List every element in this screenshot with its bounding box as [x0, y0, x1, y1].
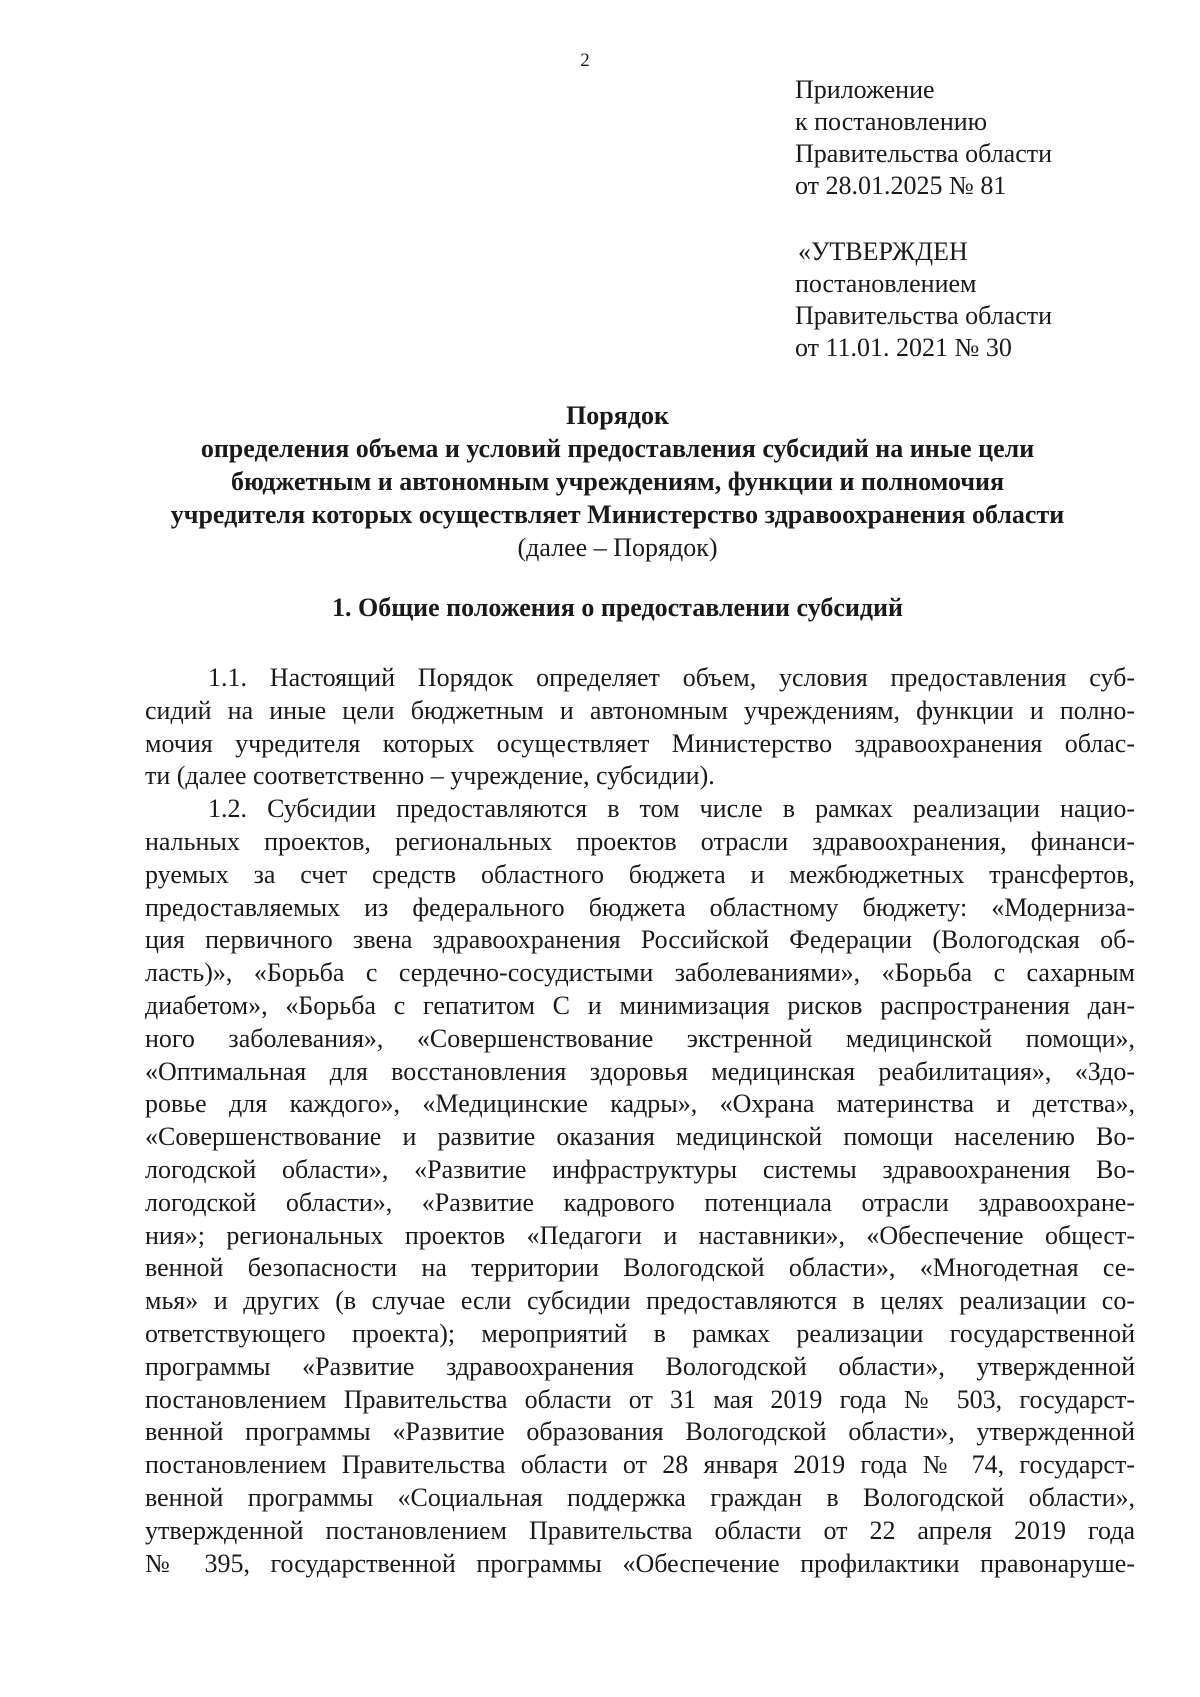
paragraph-1-line: мочия учредителя которых осуществляет Министерство здравоохранения облас-	[145, 728, 1135, 758]
paragraph-1-line: 1.1. Настоящий Порядок определяет объем, условия предоставления суб-	[208, 663, 1135, 692]
paragraph-2-line: ласть)», «Борьба с сердечно-сосудистыми заболеваниями», «Борьба с сахарным	[145, 958, 1135, 988]
title-note: (далее – Порядок)	[517, 533, 718, 562]
body-text	[145, 662, 1135, 1580]
title-subtitle-line: определения объема и условий предоставления субсидий на иные цели	[200, 434, 1035, 463]
paragraph-2-line: утвержденной постановлением Правительства области от 22 апреля 2019 года	[145, 1515, 1135, 1545]
approved-line: от 11.01. 2021 № 30	[795, 333, 1012, 362]
paragraph-2-line: мья» и других (в случае если субсидии предоставляются в целях реализации со-	[145, 1286, 1135, 1316]
paragraph-2-line: постановлением Правительства области от 28 января 2019 года № 74, государст-	[145, 1450, 1135, 1480]
paragraph-2-line: логодской области», «Развитие кадрового потенциала отрасли здравоохране-	[145, 1187, 1135, 1217]
approved-line: Правительства области	[795, 301, 1053, 330]
paragraph-2-line: ного заболевания», «Совершенствование экстренной медицинской помощи»,	[145, 1023, 1135, 1053]
title-subtitle-line: бюджетным и автономным учреждениям, функции и полномочия	[230, 467, 1005, 496]
paragraph-2-line: программы «Развитие здравоохранения Вологодской области», утвержденной	[145, 1351, 1135, 1381]
appendix-line: к постановлению	[795, 107, 988, 136]
paragraph-2-line: логодской области», «Развитие инфраструктуры системы здравоохранения Во-	[145, 1154, 1135, 1184]
appendix-block	[795, 74, 1052, 202]
paragraph-2-line: «Оптимальная для восстановления здоровья медицинская реабилитация», «Здо-	[145, 1056, 1135, 1086]
paragraph-2-line: «Совершенствование и развитие оказания медицинской помощи населению Во-	[145, 1122, 1135, 1152]
appendix-line: от 28.01.2025 № 81	[795, 171, 1007, 200]
appendix-line: Приложение	[795, 75, 935, 104]
document-title	[120, 399, 1115, 564]
paragraph-2-line: ция первичного звена здравоохранения Российской Федерации (Вологодская об-	[145, 925, 1135, 955]
appendix-line: Правительства области	[795, 139, 1053, 168]
paragraph-1-line: ти (далее соответственно – учреждение, субсидии).	[145, 761, 715, 791]
approved-block	[795, 236, 1052, 364]
paragraph-2-line: венной безопасности на территории Вологодской области», «Многодетная се-	[145, 1253, 1135, 1283]
section-heading: 1. Общие положения о предоставлении субсидий	[331, 593, 904, 622]
paragraph-2-line: № 395, государственной программы «Обеспечение профилактики правонаруше-	[145, 1548, 1135, 1578]
approved-line: постановлением	[795, 269, 977, 298]
paragraph-2-line: ровье для каждого», «Медицинские кадры», «Охрана материнства и детства»,	[145, 1089, 1135, 1119]
paragraph-2-line: венной программы «Социальная поддержка граждан в Вологодской области»,	[145, 1482, 1135, 1512]
paragraph-2-line: венной программы «Развитие образования Вологодской области», утвержденной	[145, 1417, 1135, 1447]
paragraph-2-line: ответствующего проекта); мероприятий в рамках реализации государственной	[145, 1318, 1135, 1348]
approved-line: «УТВЕРЖДЕН	[798, 237, 968, 266]
paragraph-1-line: сидий на иные цели бюджетным и автономным учреждениям, функции и полно-	[145, 695, 1135, 725]
paragraph-2-line: диабетом», «Борьба с гепатитом С и минимизация рисков распространения дан-	[145, 990, 1135, 1020]
paragraph-2-line: постановлением Правительства области от 31 мая 2019 года № 503, государст-	[145, 1384, 1135, 1414]
paragraph-2-line: предоставляемых из федерального бюджета областному бюджету: «Модерниза-	[145, 892, 1135, 922]
paragraph-2-line: руемых за счет средств областного бюджета и межбюджетных трансфертов,	[145, 859, 1135, 889]
title-subtitle-line: учредителя которых осуществляет Министерство здравоохранения области	[170, 500, 1065, 529]
page-number: 2	[580, 50, 590, 71]
paragraph-2-line: 1.2. Субсидии предоставляются в том числе в рамках реализации нацио-	[208, 794, 1135, 824]
paragraph-2-line: нальных проектов, региональных проектов отрасли здравоохранения, финанси-	[145, 826, 1135, 856]
paragraph-2-line: ния»; региональных проектов «Педагоги и наставники», «Обеспечение общест-	[145, 1220, 1135, 1250]
title-heading: Порядок	[566, 401, 669, 430]
